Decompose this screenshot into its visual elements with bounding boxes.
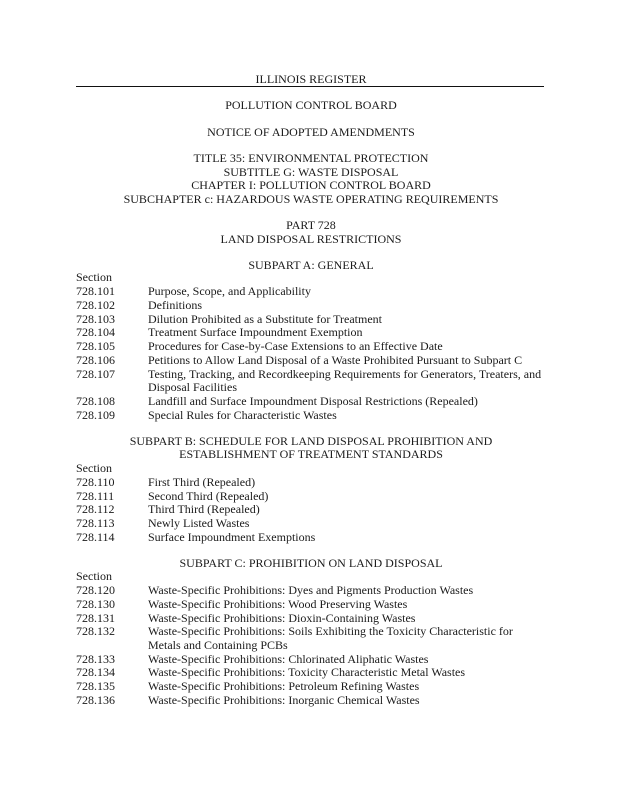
section-number: 728.130 bbox=[76, 597, 115, 611]
section-number: 728.132 bbox=[76, 624, 115, 638]
section-number: 728.106 bbox=[76, 353, 115, 367]
section-number: 728.133 bbox=[76, 652, 115, 666]
section-title: Procedures for Case-by-Case Extensions to an Effective Date bbox=[148, 339, 443, 353]
board-name: POLLUTION CONTROL BOARD bbox=[225, 98, 397, 112]
section-title: Waste-Specific Prohibitions: Soils Exhibiting the Toxicity Characteristic for bbox=[148, 624, 513, 638]
section-title: Waste-Specific Prohibitions: Inorganic Chemical Wastes bbox=[148, 693, 420, 707]
subpart-b-heading: SUBPART B: SCHEDULE FOR LAND DISPOSAL PROHIBITION AND bbox=[129, 434, 493, 448]
section-number: 728.105 bbox=[76, 339, 115, 353]
section-label: Section bbox=[76, 270, 112, 284]
section-label: Section bbox=[76, 461, 112, 475]
section-number: 728.104 bbox=[76, 325, 115, 339]
section-title: Waste-Specific Prohibitions: Toxicity Characteristic Metal Wastes bbox=[148, 665, 466, 679]
part-name: LAND DISPOSAL RESTRICTIONS bbox=[220, 232, 402, 246]
section-number: 728.102 bbox=[76, 298, 115, 312]
section-title: Waste-Specific Prohibitions: Petroleum Refining Wastes bbox=[148, 679, 420, 693]
section-title: Definitions bbox=[148, 298, 202, 312]
section-title: Treatment Surface Impoundment Exemption bbox=[148, 325, 363, 339]
header-rule bbox=[76, 86, 544, 87]
subtitle-heading: SUBTITLE G: WASTE DISPOSAL bbox=[223, 165, 399, 179]
chapter-heading: CHAPTER I: POLLUTION CONTROL BOARD bbox=[191, 178, 431, 192]
section-number: 728.108 bbox=[76, 394, 115, 408]
section-number: 728.101 bbox=[76, 284, 115, 298]
section-title-continued: Metals and Containing PCBs bbox=[148, 638, 288, 652]
section-number: 728.134 bbox=[76, 665, 115, 679]
section-number: 728.103 bbox=[76, 312, 115, 326]
section-title-continued: Disposal Facilities bbox=[148, 380, 237, 394]
section-title: Dilution Prohibited as a Substitute for Treatment bbox=[148, 312, 382, 326]
notice-title: NOTICE OF ADOPTED AMENDMENTS bbox=[207, 125, 415, 139]
section-number: 728.113 bbox=[76, 516, 115, 530]
part-number: PART 728 bbox=[286, 218, 336, 232]
section-title: Waste-Specific Prohibitions: Wood Preserving Wastes bbox=[148, 597, 408, 611]
subpart-c-heading: SUBPART C: PROHIBITION ON LAND DISPOSAL bbox=[179, 556, 443, 570]
subpart-b-heading-continued: ESTABLISHMENT OF TREATMENT STANDARDS bbox=[179, 447, 443, 461]
section-title: Surface Impoundment Exemptions bbox=[148, 530, 316, 544]
section-title: Second Third (Repealed) bbox=[148, 489, 269, 503]
section-number: 728.136 bbox=[76, 693, 115, 707]
section-number: 728.114 bbox=[76, 530, 115, 544]
section-title: First Third (Repealed) bbox=[148, 475, 256, 489]
section-number: 728.107 bbox=[76, 367, 115, 381]
subpart-a-heading: SUBPART A: GENERAL bbox=[248, 258, 374, 272]
section-number: 728.111 bbox=[76, 489, 115, 503]
section-number: 728.109 bbox=[76, 408, 115, 422]
section-number: 728.110 bbox=[76, 475, 115, 489]
section-title: Special Rules for Characteristic Wastes bbox=[148, 408, 337, 422]
subchapter-heading: SUBCHAPTER c: HAZARDOUS WASTE OPERATING REQUIREMENTS bbox=[123, 192, 499, 206]
section-title: Waste-Specific Prohibitions: Dyes and Pigments Production Wastes bbox=[148, 583, 474, 597]
section-title: Waste-Specific Prohibitions: Dioxin-Containing Wastes bbox=[148, 611, 416, 625]
section-label: Section bbox=[76, 569, 112, 583]
section-title: Waste-Specific Prohibitions: Chlorinated Aliphatic Wastes bbox=[148, 652, 429, 666]
section-number: 728.120 bbox=[76, 583, 115, 597]
title-heading: TITLE 35: ENVIRONMENTAL PROTECTION bbox=[193, 151, 429, 165]
section-title: Landfill and Surface Impoundment Disposal Restrictions (Repealed) bbox=[148, 394, 478, 408]
section-number: 728.112 bbox=[76, 502, 115, 516]
section-number: 728.131 bbox=[76, 611, 115, 625]
section-title: Third Third (Repealed) bbox=[148, 502, 260, 516]
section-title: Testing, Tracking, and Recordkeeping Requirements for Generators, Treaters, and bbox=[148, 367, 542, 381]
section-title: Newly Listed Wastes bbox=[148, 516, 250, 530]
register-header: ILLINOIS REGISTER bbox=[255, 72, 367, 86]
section-number: 728.135 bbox=[76, 679, 115, 693]
section-title: Petitions to Allow Land Disposal of a Waste Prohibited Pursuant to Subpart C bbox=[148, 353, 523, 367]
section-title: Purpose, Scope, and Applicability bbox=[148, 284, 311, 298]
